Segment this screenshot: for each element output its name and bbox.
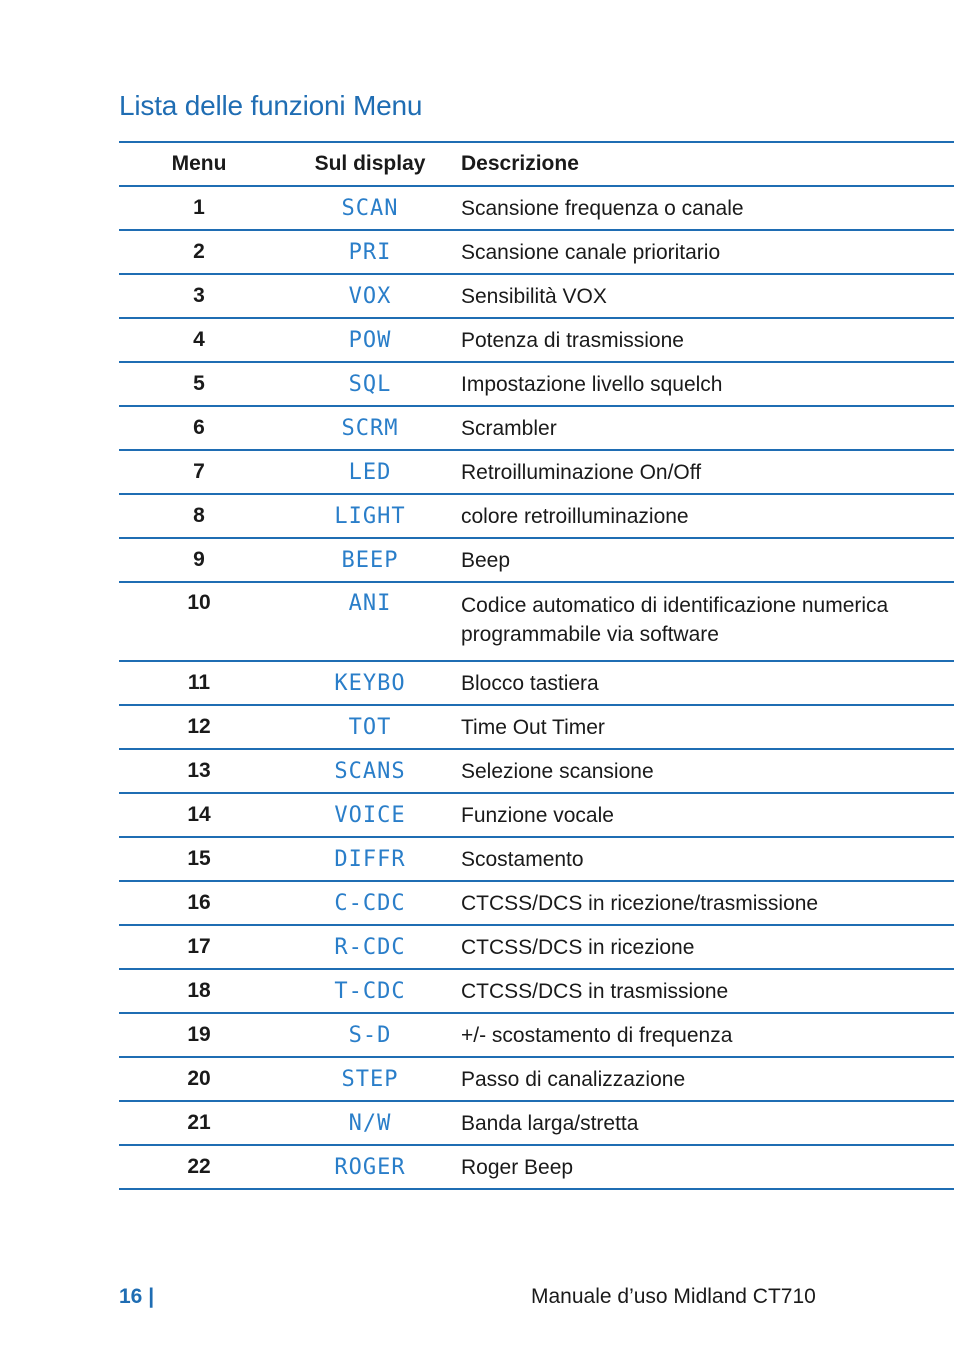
display-label: ANI xyxy=(279,582,461,661)
menu-description: Sensibilità VOX xyxy=(461,274,954,318)
menu-number: 14 xyxy=(119,793,279,837)
display-label: LED xyxy=(279,450,461,494)
menu-description: Impostazione livello squelch xyxy=(461,362,954,406)
display-label: VOX xyxy=(279,274,461,318)
display-label: DIFFR xyxy=(279,837,461,881)
table-row xyxy=(119,925,954,969)
display-label: TOT xyxy=(279,705,461,749)
table-row xyxy=(119,274,954,318)
table-row xyxy=(119,362,954,406)
menu-number: 5 xyxy=(119,362,279,406)
menu-number: 6 xyxy=(119,406,279,450)
display-label: SCRM xyxy=(279,406,461,450)
display-label: SCAN xyxy=(279,186,461,230)
display-label: VOICE xyxy=(279,793,461,837)
header-menu: Menu xyxy=(119,142,279,186)
menu-description: CTCSS/DCS in ricezione/trasmissione xyxy=(461,881,954,925)
menu-number: 3 xyxy=(119,274,279,318)
menu-description: Scansione canale prioritario xyxy=(461,230,954,274)
table-row xyxy=(119,406,954,450)
menu-description: Funzione vocale xyxy=(461,793,954,837)
menu-description: CTCSS/DCS in ricezione xyxy=(461,925,954,969)
display-label: SQL xyxy=(279,362,461,406)
menu-number: 2 xyxy=(119,230,279,274)
menu-description: Passo di canalizzazione xyxy=(461,1057,954,1101)
footer-manual-title: Manuale d’uso Midland CT710 xyxy=(531,1285,816,1308)
table-row xyxy=(119,705,954,749)
display-label: STEP xyxy=(279,1057,461,1101)
page-title: Lista delle funzioni Menu xyxy=(119,90,423,121)
menu-description: Codice automatico di identificazione numerica programmabile via software xyxy=(461,582,954,661)
table-row xyxy=(119,538,954,582)
menu-description: CTCSS/DCS in trasmissione xyxy=(461,969,954,1013)
menu-description: Scostamento xyxy=(461,837,954,881)
display-label: S-D xyxy=(279,1013,461,1057)
menu-number: 7 xyxy=(119,450,279,494)
menu-number: 18 xyxy=(119,969,279,1013)
menu-number: 20 xyxy=(119,1057,279,1101)
menu-description: Selezione scansione xyxy=(461,749,954,793)
menu-number: 22 xyxy=(119,1145,279,1189)
menu-number: 1 xyxy=(119,186,279,230)
table-row xyxy=(119,749,954,793)
table-row xyxy=(119,837,954,881)
menu-description: Potenza di trasmissione xyxy=(461,318,954,362)
table-row xyxy=(119,1101,954,1145)
menu-description: Banda larga/stretta xyxy=(461,1101,954,1145)
menu-description: Blocco tastiera xyxy=(461,661,954,705)
table-row xyxy=(119,494,954,538)
menu-number: 9 xyxy=(119,538,279,582)
header-description: Descrizione xyxy=(461,142,954,186)
menu-description: +/- scostamento di frequenza xyxy=(461,1013,954,1057)
display-label: N/W xyxy=(279,1101,461,1145)
table-header-row xyxy=(119,142,954,186)
menu-functions-table xyxy=(119,141,954,1190)
display-label: SCANS xyxy=(279,749,461,793)
table-row xyxy=(119,881,954,925)
page-number: 16 | xyxy=(119,1285,155,1308)
display-label: R-CDC xyxy=(279,925,461,969)
table-row xyxy=(119,661,954,705)
table-row xyxy=(119,230,954,274)
table-row xyxy=(119,1145,954,1189)
menu-description: Roger Beep xyxy=(461,1145,954,1189)
menu-description: Retroilluminazione On/Off xyxy=(461,450,954,494)
menu-number: 10 xyxy=(119,582,279,661)
menu-number: 8 xyxy=(119,494,279,538)
menu-number: 12 xyxy=(119,705,279,749)
menu-number: 15 xyxy=(119,837,279,881)
menu-number: 19 xyxy=(119,1013,279,1057)
display-label: LIGHT xyxy=(279,494,461,538)
header-display: Sul display xyxy=(279,142,461,186)
table-row xyxy=(119,318,954,362)
menu-number: 11 xyxy=(119,661,279,705)
display-label: POW xyxy=(279,318,461,362)
display-label: BEEP xyxy=(279,538,461,582)
display-label: ROGER xyxy=(279,1145,461,1189)
menu-description: Time Out Timer xyxy=(461,705,954,749)
menu-number: 17 xyxy=(119,925,279,969)
menu-number: 4 xyxy=(119,318,279,362)
menu-number: 16 xyxy=(119,881,279,925)
menu-description: Beep xyxy=(461,538,954,582)
menu-description: Scansione frequenza o canale xyxy=(461,186,954,230)
menu-description: Scrambler xyxy=(461,406,954,450)
table-row xyxy=(119,793,954,837)
display-label: C-CDC xyxy=(279,881,461,925)
table-row xyxy=(119,186,954,230)
table-row xyxy=(119,969,954,1013)
display-label: T-CDC xyxy=(279,969,461,1013)
menu-number: 13 xyxy=(119,749,279,793)
table-row xyxy=(119,450,954,494)
table-row xyxy=(119,582,954,661)
menu-description: colore retroilluminazione xyxy=(461,494,954,538)
table-row xyxy=(119,1013,954,1057)
table-row xyxy=(119,1057,954,1101)
display-label: KEYBO xyxy=(279,661,461,705)
menu-number: 21 xyxy=(119,1101,279,1145)
display-label: PRI xyxy=(279,230,461,274)
